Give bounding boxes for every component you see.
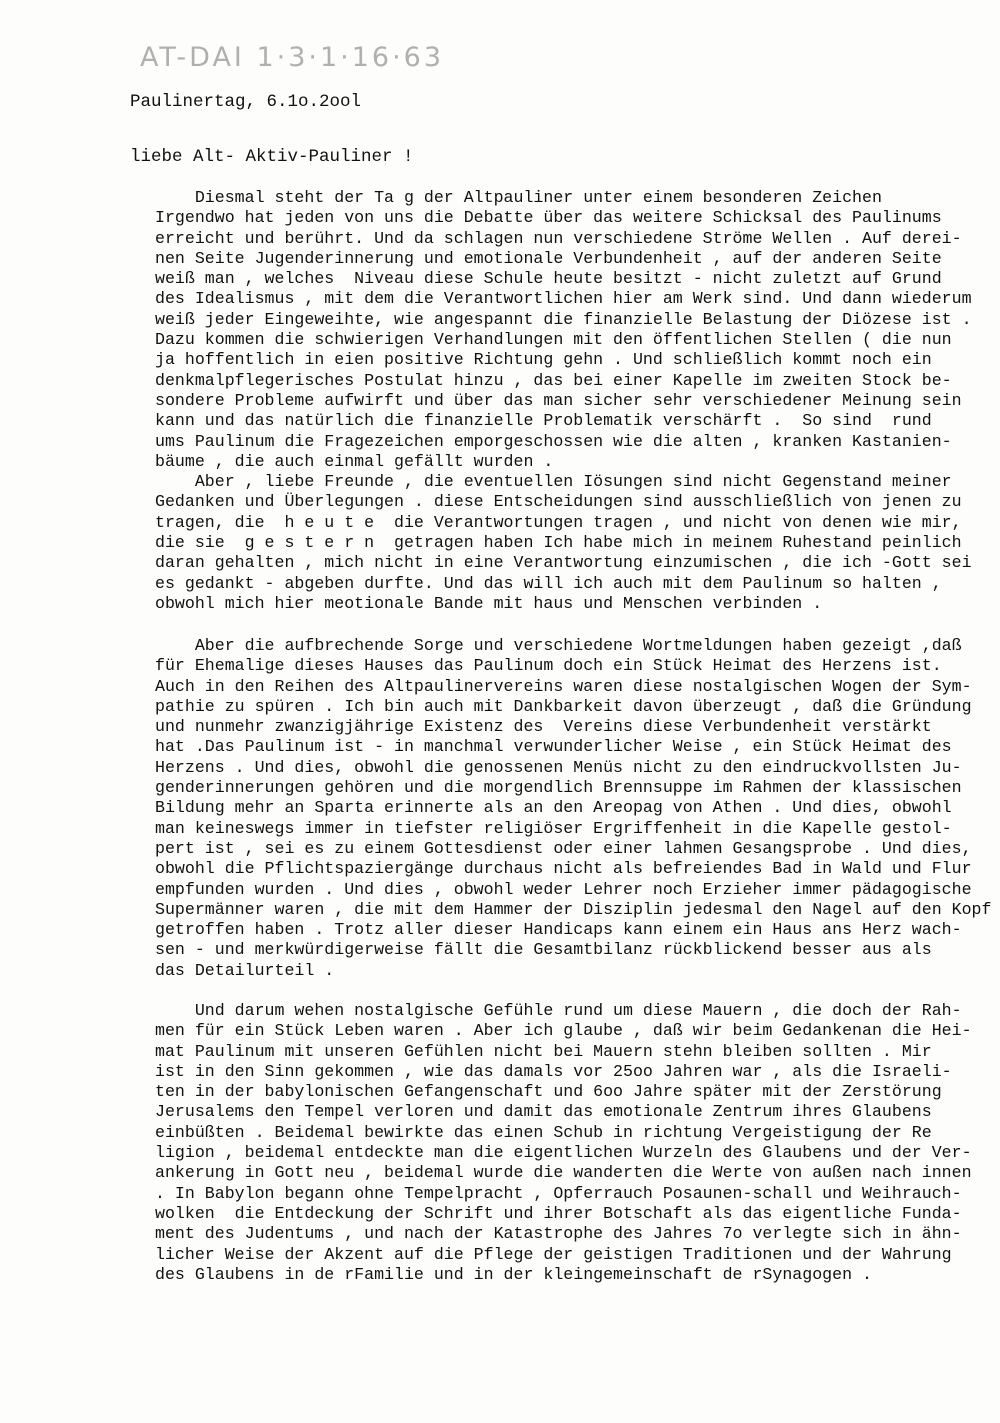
paragraph-1: Diesmal steht der Ta g der Altpauliner unter einem besonderen Zeichen Irgendwo hat jeden von uns die Debatte über das weitere Schicksal des Paulinums erreicht und berührt. Und da schlagen nun verschiedene Ströme Wellen . Auf derei- nen Seite Jugenderinnerung und emotionale Verbundenheit , auf der anderen Seite weiß man , welches Niveau diese Schule heute besitzt - nicht zuletzt auf Grund des Idealismus , mit dem die Verantwortlichen hier am Werk sind. Und dann wiederum weiß jeder Eingeweihte, wie angespannt die finanzielle Belastung der Diözese ist . Dazu kommen die schwierigen Verhandlungen mit den öffentlichen Stellen ( die nun ja hoffentlich in eien positive Richtung gehn . Und schließlich kommt noch ein denkmalpflegerisches Postulat hinzu , das bei einer Kapelle im zweiten Stock be- sondere Probleme aufwirft und über das man sicher sehr verschiedener Meinung sein kann und das natürlich die finanzielle Problematik verschärft . So sind rund ums Paulinum die Fragezeichen emporgeschossen wie die alten , kranken Kastanien- bäume , die auch einmal gefällt wurden . Aber , liebe Freunde , die eventuellen Iösungen sind nicht Gegenstand meiner Gedanken und Überlegungen . diese Entscheidungen sind ausschließlich von jenen zu tragen, die h e u t e die Verantwortungen tragen , und nicht von denen wie mir, die sie g e s t e r n getragen haben Ich habe mich in meinem Ruhestand peinlich daran gehalten , mich nicht in eine Verantwortung einzumischen , die ich -Gott sei es gedankt - abgeben durfte. Und das will ich auch mit dem Paulinum so halten , obwohl mich hier meotionale Bande mit haus und Menschen verbinden . (155, 188, 972, 613)
salutation: liebe Alt- Aktiv-Pauliner ! (130, 147, 414, 167)
archive-number: AT-DAI 1·3·1·16·63 (140, 42, 445, 73)
paragraph-3: Und darum wehen nostalgische Gefühle rund um diese Mauern , die doch der Rah- men für ein Stück Leben waren . Aber ich glaube , daß wir beim Gedankenan die Hei- mat Paulinum mit unseren Gefühlen nicht bei Mauern stehn bleiben sollten . Mir ist in den Sinn gekommen , wie das damals vor 25oo Jahren war , als die Israeli- ten in der babylonischen Gefangenschaft und 6oo Jahre später mit der Zerstörung Jerusalems den Tempel verloren und damit das emotionale Zentrum ihres Glaubens einbüßten . Beidemal bewirkte das einen Schub in richtung Vergeistigung der Re ligion , beidemal entdeckte man die eigentlichen Wurzeln des Glaubens und der Ver- ankerung in Gott neu , beidemal wurde die wanderten die Werte von außen nach innen . In Babylon begann ohne Tempelpracht , Opferrauch Posaunen-schall und Weihrauch- wolken die Entdeckung der Schrift und ihrer Botschaft als das eigentliche Funda- ment des Judentums , und nach der Katastrophe des Jahres 7o verlegte sich in ähn- licher Weise der Akzent auf die Pflege der geistigen Traditionen und der Wahrung des Glaubens in de rFamilie und in der kleingemeinschaft de rSynagogen . (155, 1001, 972, 1284)
date-line: Paulinertag, 6.1o.2ool (130, 92, 362, 112)
paragraph-2: Aber die aufbrechende Sorge und verschiedene Wortmeldungen haben gezeigt ,daß für Ehemalige dieses Hauses das Paulinum doch ein Stück Heimat des Herzens ist. Auch in den Reihen des Altpaulinervereins waren diese nostalgischen Wogen der Sym- pathie zu spüren . Ich bin auch mit Dankbarkeit davon überzeugt , daß die Gründung und nunmehr zwanzigjährige Existenz des Vereins diese Verbundenheit verstärkt hat .Das Paulinum ist - in manchmal verwunderlicher Weise , ein Stück Heimat des Herzens . Und dies, obwohl die genossenen Menüs nicht zu den eindruckvollsten Ju- genderinnerungen gehören und die morgendlich Brennsuppe im Rahmen der klassischen Bildung mehr an Sparta erinnerte als an den Areopag von Athen . Und dies, obwohl man keineswegs immer in tiefster religiöser Ergriffenheit in die Kapelle gestol- pert ist , sei es zu einem Gottesdienst oder einer lahmen Gesangsprobe . Und dies, obwohl die Pflichtspaziergänge durchaus nicht als befreiendes Bad in Wald und Flur empfunden wurden . Und dies , obwohl weder Lehrer noch Erzieher immer pädagogische Supermänner waren , die mit dem Hammer der Disziplin jedesmal den Nagel auf den Kopf getroffen haben . Trotz aller dieser Handicaps kann einem ein Haus ans Herz wach- sen - und merkwürdigerweise fällt die Gesamtbilanz rückblickend besser aus als das Detailurteil . (155, 636, 992, 980)
